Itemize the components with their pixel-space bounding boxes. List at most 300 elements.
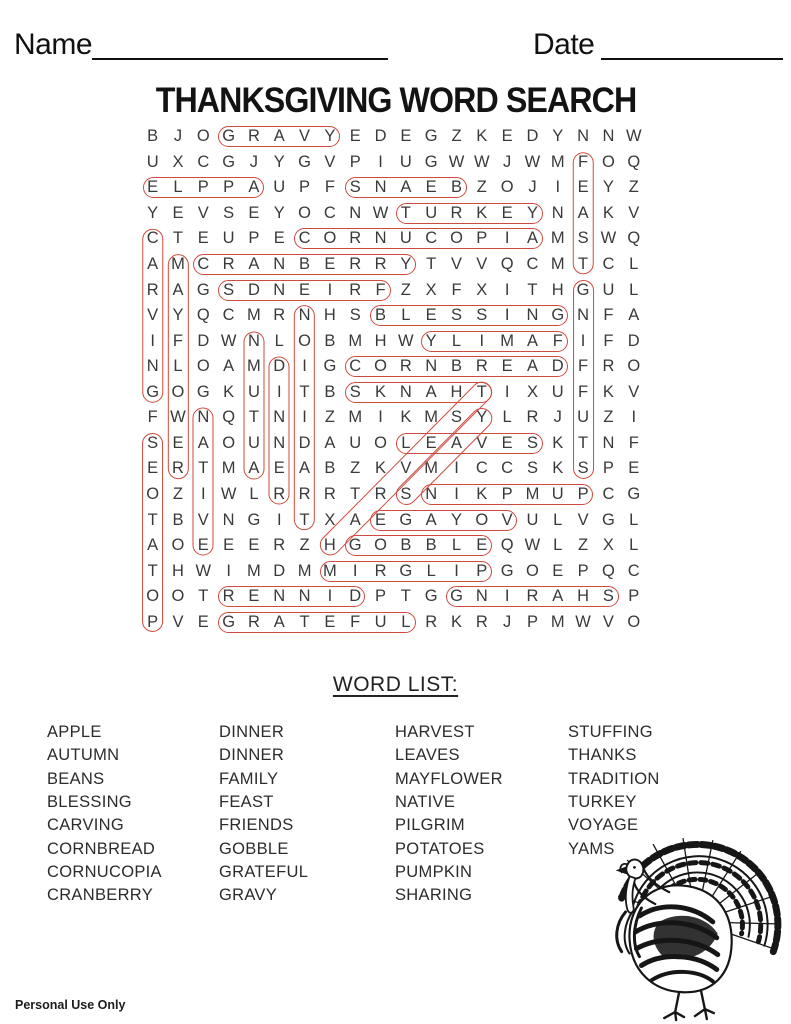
grid-cell: C: [475, 459, 488, 478]
grid-cell: Y: [273, 152, 285, 171]
grid-cell: B: [299, 255, 311, 274]
grid-cell: E: [501, 127, 513, 146]
grid-cell: N: [222, 510, 235, 529]
word-list-item: TRADITION: [568, 769, 660, 788]
grid-cell: S: [577, 459, 589, 478]
grid-cell: L: [553, 536, 563, 555]
grid-cell: U: [399, 152, 412, 171]
grid-cell: G: [399, 510, 413, 529]
word-list-item: CORNBREAD: [47, 839, 156, 858]
grid-cell: F: [578, 357, 589, 376]
grid-cell: G: [323, 357, 337, 376]
grid-cell: V: [628, 203, 640, 222]
grid-cell: S: [349, 306, 361, 325]
grid-cell: A: [273, 127, 285, 146]
grid-cell: M: [525, 484, 540, 503]
grid-cell: G: [450, 587, 463, 606]
grid-cell: L: [401, 612, 411, 631]
grid-cell: J: [173, 127, 183, 146]
grid-cell: S: [602, 587, 614, 606]
grid-cell: D: [374, 127, 387, 146]
grid-cell: E: [273, 459, 285, 478]
grid-cell: P: [602, 459, 614, 478]
word-list-column-3: [395, 721, 503, 908]
grid-cell: D: [273, 561, 286, 580]
grid-cell: R: [374, 561, 387, 580]
grid-cell: L: [629, 255, 639, 274]
grid-cell: K: [552, 459, 564, 478]
grid-cell: D: [247, 280, 260, 299]
grid-cell: L: [553, 510, 563, 529]
grid-cell: I: [631, 408, 637, 427]
grid-cell: Q: [500, 536, 514, 555]
grid-cell: S: [349, 178, 361, 197]
grid-cell: G: [424, 127, 438, 146]
grid-cell: I: [276, 510, 282, 529]
grid-cell: P: [299, 178, 311, 197]
grid-cell: I: [378, 408, 383, 427]
grid-cell: R: [247, 127, 260, 146]
grid-cell: R: [273, 536, 286, 555]
grid-cell: E: [628, 459, 640, 478]
grid-cell: N: [602, 127, 615, 146]
word-list-title: WORD LIST:: [332, 673, 459, 696]
grid-cell: F: [578, 382, 589, 401]
grid-cell: T: [172, 229, 184, 248]
grid-cell: I: [555, 178, 561, 197]
grid-cell: Y: [602, 178, 614, 197]
page-title: THANKSGIVING WORD SEARCH: [155, 81, 636, 120]
grid-cell: E: [577, 178, 589, 197]
grid-cell: O: [171, 536, 185, 555]
grid-cell: M: [247, 306, 261, 325]
grid-cell: R: [475, 357, 488, 376]
grid-cell: U: [399, 229, 412, 248]
grid-cell: M: [247, 561, 261, 580]
grid-cell: N: [425, 484, 438, 503]
grid-cell: D: [551, 357, 564, 376]
grid-cell: N: [374, 178, 387, 197]
grid-cell: E: [147, 459, 159, 478]
grid-cell: M: [424, 408, 439, 427]
grid-cell: J: [503, 152, 512, 171]
grid-cell: U: [349, 433, 362, 452]
grid-cell: A: [248, 178, 260, 197]
grid-cell: G: [247, 510, 261, 529]
grid-cell: Z: [350, 459, 361, 478]
grid-cell: Y: [324, 127, 336, 146]
grid-cell: J: [503, 612, 512, 631]
grid-cell: L: [249, 484, 259, 503]
grid-cell: E: [324, 612, 336, 631]
grid-cell: D: [298, 433, 311, 452]
grid-cell: Z: [603, 408, 614, 427]
grid-cell: A: [248, 255, 260, 274]
grid-cell: A: [425, 510, 437, 529]
grid-cell: C: [197, 255, 210, 274]
grid-cell: U: [374, 612, 387, 631]
grid-cell: V: [501, 510, 513, 529]
grid-cell: L: [629, 510, 639, 529]
grid-cell: C: [349, 357, 362, 376]
word-list-column-1: [47, 721, 162, 908]
grid-cell: N: [273, 587, 286, 606]
grid-cell: J: [528, 178, 537, 197]
grid-cell: O: [222, 433, 236, 452]
grid-cell: K: [450, 612, 462, 631]
grid-cell: I: [504, 280, 510, 299]
grid-cell: R: [349, 280, 362, 299]
grid-cell: C: [323, 203, 336, 222]
grid-cell: H: [323, 536, 336, 555]
grid-cell: S: [400, 484, 412, 503]
grid-cell: P: [476, 561, 488, 580]
grid-cell: I: [479, 331, 485, 350]
grid-cell: E: [172, 203, 184, 222]
grid-cell: V: [476, 255, 488, 274]
grid-cell: G: [196, 382, 210, 401]
grid-cell: C: [298, 229, 311, 248]
grid-cell: M: [348, 408, 363, 427]
grid-cell: M: [550, 229, 565, 248]
grid-cell: G: [424, 587, 438, 606]
grid-cell: L: [274, 331, 284, 350]
grid-cell: R: [374, 484, 387, 503]
grid-cell: Y: [450, 510, 462, 529]
grid-cell: R: [450, 203, 463, 222]
grid-cell: E: [248, 203, 260, 222]
grid-cell: P: [223, 178, 235, 197]
grid-cell: O: [374, 357, 387, 376]
grid-cell: F: [375, 280, 386, 299]
word-list-item: APPLE: [47, 723, 102, 741]
grid-cell: N: [425, 357, 438, 376]
grid-cell: C: [526, 255, 539, 274]
grid-cell: P: [577, 561, 589, 580]
grid-cell: E: [197, 536, 209, 555]
grid-cell: M: [550, 152, 565, 171]
grid-cell: H: [374, 331, 387, 350]
grid-cell: F: [628, 433, 639, 452]
grid-cell: W: [195, 561, 212, 580]
grid-cell: V: [602, 612, 614, 631]
grid-cell: M: [550, 255, 565, 274]
word-list-item: GOBBLE: [219, 839, 289, 858]
grid-cell: J: [249, 152, 259, 171]
word-list-item: CARVING: [47, 816, 124, 835]
word-list-item: HARVEST: [395, 723, 475, 741]
grid-cell: E: [400, 127, 412, 146]
grid-cell: S: [526, 433, 538, 452]
grid-cell: A: [526, 229, 538, 248]
word-list-item: BLESSING: [47, 793, 132, 812]
grid-cell: T: [400, 203, 411, 222]
grid-cell: R: [146, 280, 159, 299]
grid-cell: Z: [451, 127, 462, 146]
word-list-item: VOYAGE: [568, 816, 639, 835]
grid-cell: Y: [147, 203, 159, 222]
grid-cell: K: [602, 203, 614, 222]
grid-cell: O: [526, 561, 539, 580]
grid-cell: V: [172, 612, 184, 631]
grid-cell: B: [450, 357, 462, 376]
grid-cell: M: [221, 459, 236, 478]
grid-cell: S: [223, 280, 235, 299]
grid-cell: N: [577, 306, 590, 325]
grid-cell: T: [198, 459, 209, 478]
grid-cell: G: [298, 152, 311, 171]
grid-cell: G: [601, 510, 615, 529]
grid-cell: D: [349, 587, 362, 606]
word-list-item: SHARING: [395, 886, 473, 905]
grid-cell: W: [625, 127, 642, 146]
grid-cell: Y: [172, 306, 184, 325]
date-fill-line: [601, 58, 783, 60]
grid-cell: T: [426, 255, 437, 274]
grid-cell: A: [526, 331, 538, 350]
grid-cell: G: [500, 561, 514, 580]
grid-cell: O: [601, 152, 615, 171]
grid-cell: W: [170, 408, 186, 427]
grid-cell: E: [197, 229, 209, 248]
grid-cell: P: [628, 587, 640, 606]
grid-cell: F: [603, 331, 614, 350]
grid-cell: L: [629, 280, 639, 299]
grid-cell: X: [526, 382, 538, 401]
grid-cell: W: [220, 331, 237, 350]
grid-cell: T: [578, 433, 589, 452]
word-list-item: AUTUMN: [47, 746, 120, 765]
grid-cell: Q: [196, 306, 210, 325]
grid-cell: O: [475, 510, 489, 529]
grid-cell: N: [526, 306, 539, 325]
grid-cell: O: [323, 229, 337, 248]
grid-cell: U: [551, 382, 564, 401]
grid-cell: H: [323, 306, 336, 325]
word-list-column-2: [219, 721, 308, 908]
word-list-item: POTATOES: [395, 839, 485, 858]
grid-cell: W: [474, 152, 490, 171]
grid-cell: Z: [476, 178, 487, 197]
grid-cell: O: [171, 587, 185, 606]
grid-cell: T: [248, 408, 259, 427]
grid-cell: W: [448, 152, 465, 171]
grid-cell: M: [424, 459, 439, 478]
grid-cell: N: [197, 408, 210, 427]
grid-cell: F: [578, 152, 589, 171]
grid-cell: E: [425, 306, 437, 325]
grid-cell: Z: [628, 178, 639, 197]
grid-cell: K: [476, 203, 488, 222]
grid-cell: P: [147, 612, 159, 631]
grid-cell: B: [324, 331, 336, 350]
grid-cell: U: [222, 229, 235, 248]
grid-cell: S: [147, 433, 159, 452]
grid-cell: R: [349, 255, 362, 274]
grid-cell: T: [147, 510, 158, 529]
grid-cell: V: [197, 203, 209, 222]
grid-cell: L: [629, 536, 639, 555]
grid-cell: P: [197, 178, 209, 197]
grid-cell: E: [375, 510, 387, 529]
grid-cell: Z: [299, 536, 310, 555]
grid-cell: L: [401, 306, 411, 325]
grid-cell: K: [223, 382, 235, 401]
grid-cell: S: [476, 306, 488, 325]
grid-cell: E: [324, 255, 336, 274]
grid-cell: T: [476, 382, 487, 401]
word-list-item: DINNER: [219, 723, 285, 741]
grid-cell: T: [578, 255, 589, 274]
grid-cell: G: [222, 612, 236, 631]
grid-cell: M: [500, 331, 514, 350]
grid-cell: E: [501, 433, 513, 452]
grid-cell: M: [247, 357, 261, 376]
grid-cell: I: [352, 561, 358, 580]
grid-cell: F: [147, 408, 158, 427]
grid-cell: V: [324, 152, 336, 171]
grid-cell: R: [172, 459, 184, 478]
grid-cell: N: [247, 331, 260, 350]
grid-cell: C: [146, 229, 159, 248]
word-list-item: DINNER: [219, 746, 285, 765]
grid-cell: R: [399, 357, 412, 376]
grid-cell: A: [172, 280, 184, 299]
grid-cell: I: [580, 331, 586, 350]
grid-cell: C: [602, 484, 615, 503]
grid-cell: U: [526, 510, 539, 529]
grid-cell: B: [450, 178, 462, 197]
grid-cell: W: [600, 229, 617, 248]
word-list-item: GRAVY: [219, 886, 278, 905]
grid-cell: B: [400, 536, 412, 555]
grid-cell: U: [602, 280, 615, 299]
grid-cell: A: [147, 536, 159, 555]
grid-cell: E: [299, 280, 311, 299]
word-list-item: TURKEY: [568, 793, 637, 812]
grid-cell: K: [400, 408, 412, 427]
grid-cell: M: [323, 561, 337, 580]
grid-cell: N: [399, 382, 412, 401]
grid-cell: H: [172, 561, 184, 580]
grid-cell: N: [602, 433, 615, 452]
grid-cell: L: [451, 331, 462, 350]
grid-cell: O: [374, 536, 387, 555]
grid-cell: V: [400, 459, 412, 478]
grid-cell: O: [298, 331, 311, 350]
grid-cell: I: [504, 306, 510, 325]
grid-cell: C: [602, 255, 615, 274]
grid-cell: O: [196, 357, 210, 376]
word-list-item: PILGRIM: [395, 816, 465, 835]
grid-cell: Y: [526, 203, 538, 222]
grid-cell: A: [425, 382, 437, 401]
letter-grid: [140, 124, 647, 635]
word-list-item: GRATEFUL: [219, 863, 309, 882]
grid-cell: Y: [273, 203, 285, 222]
grid-cell: U: [577, 408, 590, 427]
grid-cell: O: [146, 484, 160, 503]
grid-cell: R: [602, 357, 615, 376]
grid-cell: P: [349, 152, 361, 171]
grid-cell: K: [476, 127, 488, 146]
grid-cell: X: [476, 280, 488, 299]
grid-cell: N: [298, 587, 311, 606]
word-list-item: PUMPKIN: [395, 863, 473, 882]
grid-cell: C: [501, 459, 514, 478]
word-list-item: THANKS: [568, 746, 637, 765]
grid-cell: I: [200, 484, 206, 503]
grid-cell: F: [324, 178, 335, 197]
name-label: Name: [14, 28, 93, 61]
word-list-item: YAMS: [568, 839, 615, 858]
grid-cell: E: [248, 587, 260, 606]
grid-cell: A: [273, 612, 285, 631]
grid-cell: G: [196, 280, 210, 299]
grid-cell: A: [526, 357, 538, 376]
grid-cell: W: [575, 612, 591, 631]
grid-cell: E: [501, 203, 513, 222]
grid-cell: W: [524, 536, 541, 555]
grid-cell: I: [276, 382, 282, 401]
grid-cell: G: [222, 127, 236, 146]
grid-cell: N: [551, 203, 564, 222]
grid-cell: K: [602, 382, 614, 401]
word-list-item: FRIENDS: [219, 816, 294, 835]
grid-cell: O: [171, 382, 185, 401]
grid-cell: K: [476, 484, 488, 503]
grid-cell: N: [273, 433, 286, 452]
grid-cell: E: [552, 561, 564, 580]
word-list-item: CORNUCOPIA: [47, 863, 162, 882]
grid-cell: T: [299, 612, 310, 631]
grid-cell: O: [627, 357, 641, 376]
grid-cell: N: [374, 229, 387, 248]
word-list-item: NATIVE: [395, 793, 456, 812]
grid-cell: G: [627, 484, 641, 503]
grid-cell: N: [273, 408, 286, 427]
grid-cell: A: [349, 510, 361, 529]
grid-cell: T: [350, 484, 361, 503]
grid-cell: R: [323, 484, 336, 503]
grid-cell: Y: [476, 408, 488, 427]
grid-cell: A: [552, 587, 564, 606]
grid-cell: A: [450, 433, 462, 452]
grid-cell: I: [504, 229, 510, 248]
grid-cell: A: [223, 357, 235, 376]
grid-cell: Z: [400, 280, 411, 299]
grid-cell: L: [426, 561, 436, 580]
grid-cell: W: [220, 484, 237, 503]
grid-cell: E: [425, 178, 437, 197]
grid-cell: R: [247, 612, 260, 631]
grid-cell: R: [475, 612, 488, 631]
grid-cell: W: [372, 203, 389, 222]
grid-cell: T: [299, 382, 310, 401]
grid-cell: U: [273, 178, 286, 197]
grid-cell: U: [247, 433, 260, 452]
grid-cell: D: [526, 127, 539, 146]
grid-cell: N: [298, 306, 311, 325]
grid-cell: C: [627, 561, 640, 580]
grid-cell: O: [627, 612, 641, 631]
grid-cell: I: [454, 561, 459, 580]
grid-cell: U: [551, 484, 564, 503]
grid-cell: A: [197, 433, 209, 452]
grid-cell: R: [425, 612, 438, 631]
grid-cell: E: [223, 536, 235, 555]
grid-cell: Z: [172, 484, 184, 503]
